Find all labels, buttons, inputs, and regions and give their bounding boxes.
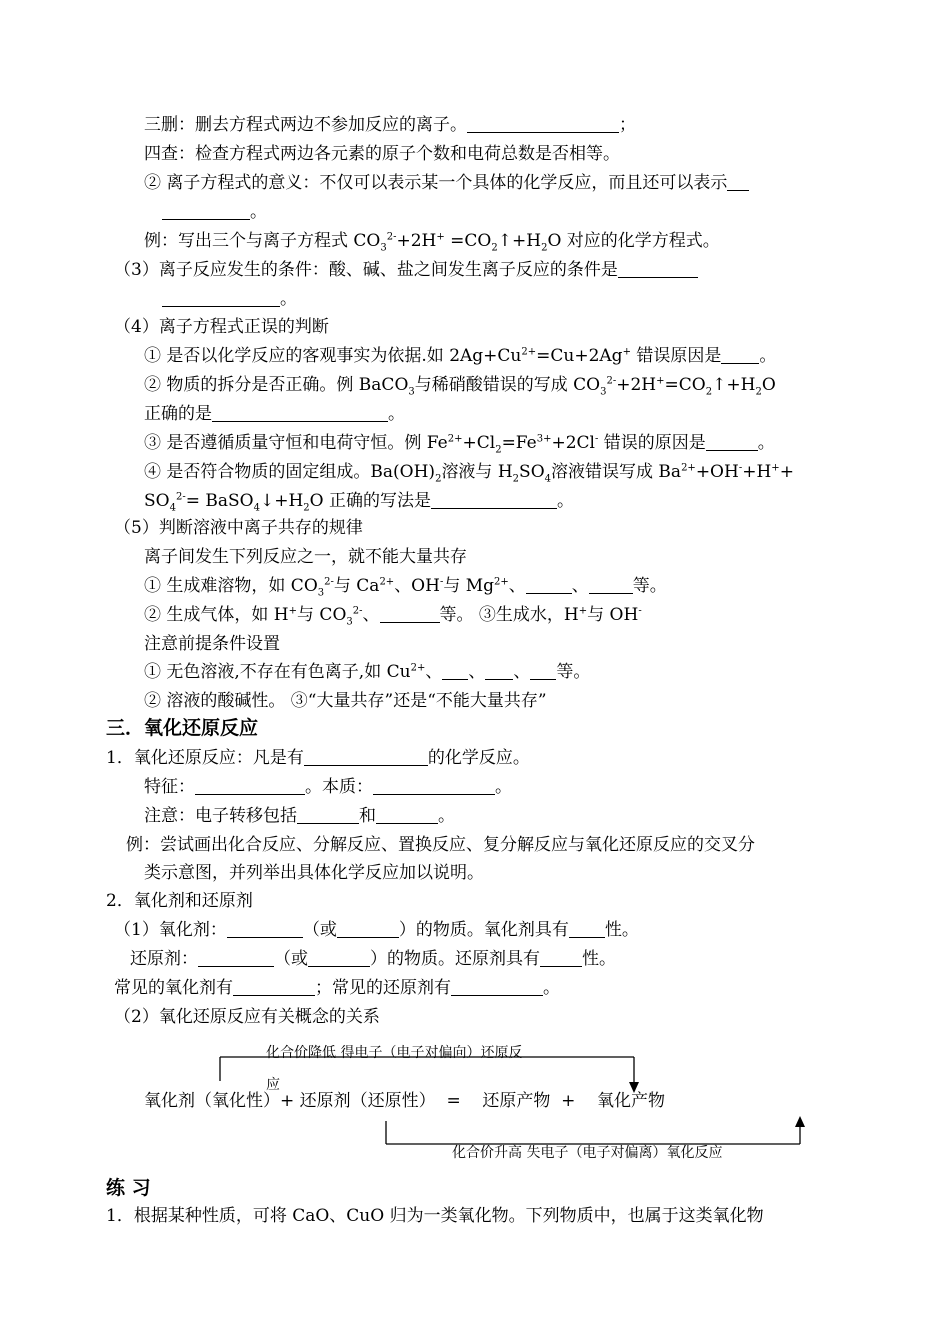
oxidation-bracket <box>386 1121 800 1144</box>
line-redox-example-cont: 类示意图，并列举出具体化学反应加以说明。 <box>144 863 484 883</box>
line-common-agents: 常见的氧化剂有 ；常见的还原剂有 。 <box>114 978 560 998</box>
line-reaction-conditions: （3）离子反应发生的条件：酸、碱、盐之间发生离子反应的条件是 <box>114 259 698 281</box>
line-judgment-3: ③ 是否遵循质量守恒和电荷守恒。例 $Fe^{2+}+Cl_2=Fe^{3+}+2Cl^-$ 错误的原因是 。 <box>144 433 775 456</box>
line-coexistence-rule: 离子间发生下列反应之一，就不能大量共存 <box>144 547 467 567</box>
line-continuation: 。 <box>162 201 267 223</box>
line-oxidant-reductant-heading: 2．氧化剂和还原剂 <box>106 891 253 911</box>
reduction-label: 化合价降低 得电子（电子对偏向）还原反 <box>266 1045 523 1061</box>
line-judgment-heading: （4）离子方程式正误的判断 <box>114 317 329 337</box>
line-judgment-2: ② 物质的拆分是否正确。例 BaCO$_3$与稀硝酸错误的写成 $CO_3^{2-}+2H^+=CO_2↑+H_2O$ <box>144 375 776 398</box>
line-continuation: 。 <box>162 288 297 310</box>
line-redox-note: 注意：电子转移包括 和 。 <box>144 806 455 826</box>
line-colorless-solution: ① 无色溶液,不存在有色离子,如 $Cu^{2+}$、 、 、 等。 <box>144 662 591 682</box>
line-judgment-4: ④ 是否符合物质的固定组成。$Ba(OH)_2$溶液与 $H_2SO_4$溶液错误写成 $Ba^{2+}+OH^-+H^++$ <box>144 462 794 485</box>
line-redox-definition: 1．氧化还原反应：凡是有 的化学反应。 <box>106 748 530 768</box>
line-coexistence-heading: （5）判断溶液中离子共存的规律 <box>114 518 363 538</box>
line-concepts-relation: （2）氧化还原反应有关概念的关系 <box>114 1007 380 1027</box>
line-redox-example: 例：尝试画出化合反应、分解反应、置换反应、复分解反应与氧化还原反应的交叉分 <box>126 835 755 855</box>
section-heading-redox: 三．氧化还原反应 <box>106 717 259 739</box>
arrow-up-icon <box>795 1116 805 1127</box>
line-reductant: 还原剂： （或 ）的物质。还原剂具有 性。 <box>130 949 616 969</box>
line-judgment-2-correct: 正确的是 。 <box>144 404 405 424</box>
line-example-equations: 例：写出三个与离子方程式 $CO_3^{2-}+2H^+$ $=CO_2↑+H_2O$ 对应的化学方程式。 <box>144 231 720 254</box>
line-redox-feature: 特征： 。本质： 。 <box>144 777 512 797</box>
line-judgment-1: ① 是否以化学反应的客观事实为依据.如 $2Ag+Cu^{2+}=Cu+2Ag^+$ 错误原因是 。 <box>144 346 777 366</box>
line-question-1: 1．根据某种性质，可将 CaO、CuO 归为一类氧化物。下列物质中，也属于这类氧化物 <box>106 1206 764 1226</box>
line-oxidant: （1）氧化剂： （或 ）的物质。氧化剂具有 性。 <box>114 920 639 940</box>
line-coexistence-precipitate: ① 生成难溶物，如 $CO_3^{2-}$与 $Ca^{2+}$、OH-与 $Mg^{2+}$、 、 等。 <box>144 576 667 599</box>
line-coexistence-gas: ② 生成气体，如 H+与 $CO_3^{2-}$、 等。 ③生成水，H+与 OH- <box>144 605 642 628</box>
line-judgment-4-cont: $SO_4^{2-}=$ $BaSO_4↓+H_2O$ 正确的写法是 。 <box>144 491 574 514</box>
line-preconditions: 注意前提条件设置 <box>144 634 280 654</box>
reduction-label-wrap: 应 <box>266 1077 280 1093</box>
line-ionic-equation-meaning: ② 离子方程式的意义：不仅可以表示某一个具体的化学反应，而且还可以表示 <box>144 172 749 194</box>
redox-equation: 氧化剂（氧化性）+ 还原剂（还原性） = 还原产物 + 氧化产物 <box>144 1091 665 1111</box>
line-step-delete: 三删：删去方程式两边不参加反应的离子。 ； <box>144 115 636 135</box>
line-acidity: ② 溶液的酸碱性。 ③“大量共存”还是“不能大量共存” <box>144 691 547 711</box>
section-heading-practice: 练 习 <box>106 1177 151 1199</box>
line-step-check: 四查：检查方程式两边各元素的原子个数和电荷总数是否相等。 <box>144 144 620 164</box>
oxidation-label: 化合价升高 失电子（电子对偏离）氧化反应 <box>452 1145 723 1161</box>
